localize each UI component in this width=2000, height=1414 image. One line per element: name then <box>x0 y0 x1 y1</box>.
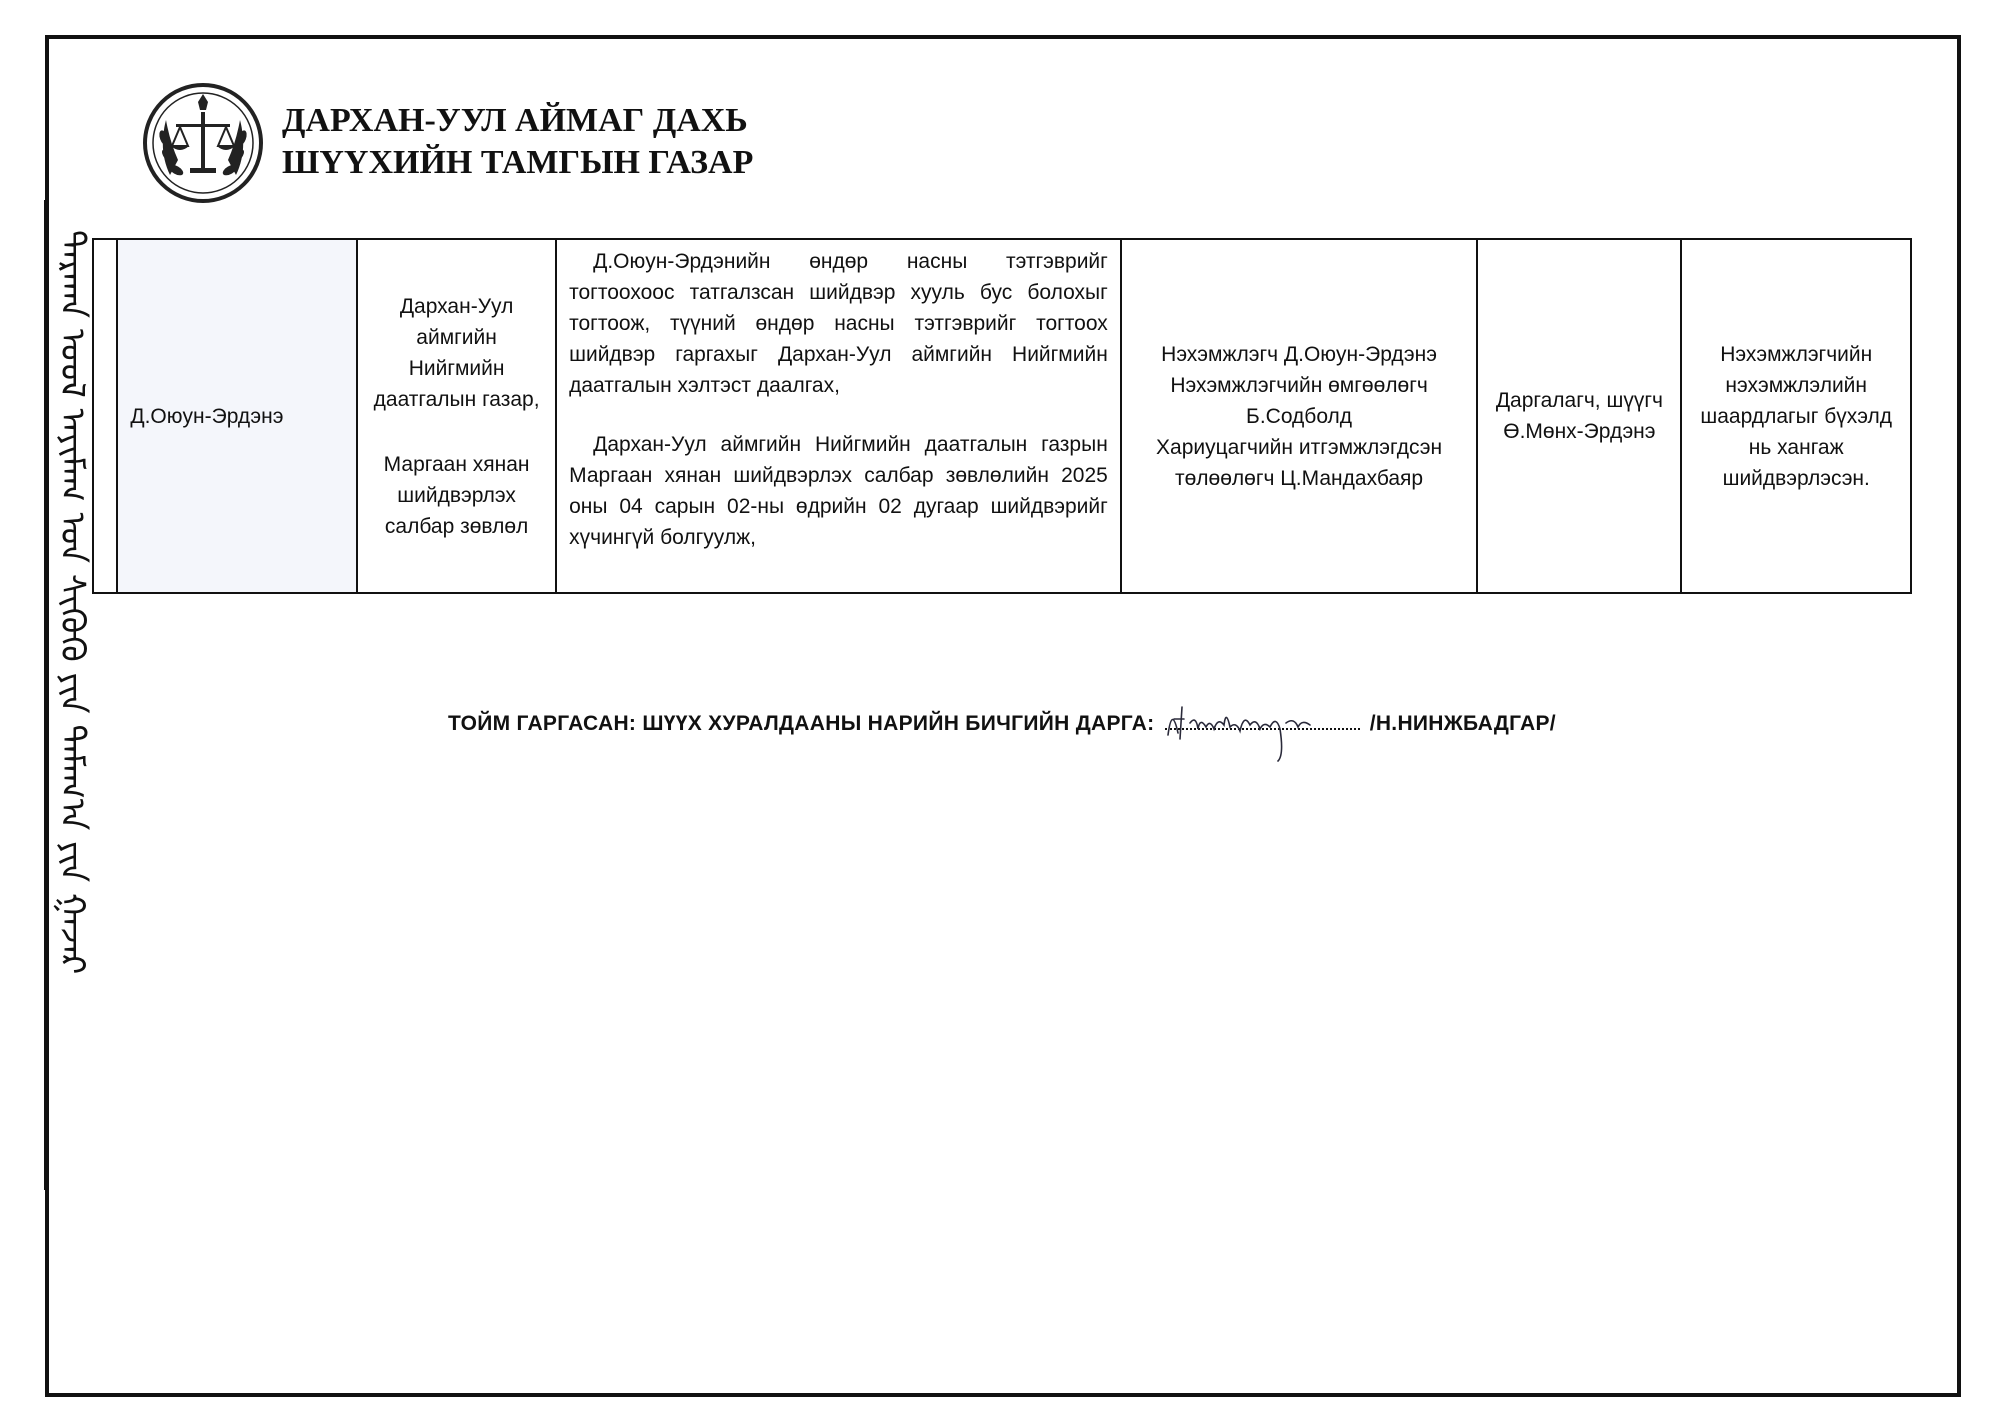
claim-paragraph-1: Д.Оюун-Эрдэнийн өндөр насны тэтгэврийг тогтоохоос татгалзсан шийдвэр хууль бус болохыг тогтоож, түүний өндөр насны тэтгэврийг тогтоох шийдвэр гаргахыг Дархан-Уул аймгийн Нийгмийн даатгалын хэлтэст даалгах, <box>569 250 1108 397</box>
participant-advocate: Нэхэмжлэгчийн өмгөөлөгч Б.Содболд <box>1170 373 1428 428</box>
respondent-secondary: Маргаан хянан шийдвэрлэх салбар зөвлөл <box>383 452 530 538</box>
participant-claimant: Нэхэмжлэгч Д.Оюун-Эрдэнэ <box>1161 342 1437 366</box>
institution-title-line1: ДАРХАН-УУЛ АЙМАГ ДАХЬ <box>282 102 748 139</box>
institution-title-line2: ШҮҮХИЙН ТАМГЫН ГАЗАР <box>282 144 754 181</box>
row-margin-cell <box>93 239 117 593</box>
claim-cell <box>556 239 1121 593</box>
case-table <box>92 238 1912 594</box>
court-seal-icon <box>140 80 266 206</box>
case-table-grid <box>92 238 1912 594</box>
judge-cell: Даргалагч, шүүгч Ө.Мөнх-Эрдэнэ <box>1477 239 1681 593</box>
summary-footer <box>448 712 1556 736</box>
respondent-primary: Дархан-Уул аймгийн Нийгмийн даатгалын газар, <box>373 294 540 411</box>
mongolian-vertical-text: ᠳᠠᠷᠬᠠᠨ ᠤᠤᠯ ᠠᠶᠢᠮᠠᠭ ᠤᠨ ᠰᠢᠭᠦᠬᠦ ᠶᠢᠨ ᠲᠠᠮᠠᠭ᠎ᠠ ᠶᠢᠨ ᠭᠠᠵᠠᠷ <box>52 230 92 975</box>
institution-title <box>282 100 753 184</box>
participants-cell <box>1121 239 1477 593</box>
claim-paragraph-2: Дархан-Уул аймгийн Нийгмийн даатгалын газрын Маргаан хянан шийдвэрлэх салбар зөвлөлийн 2025 оны 04 сарын 02-ны өдрийн 02 дугаар шийдвэрийг хүчингүй болгуулж, <box>569 433 1108 549</box>
side-margin <box>0 0 90 1414</box>
participant-representative: Хариуцагчийн итгэмжлэгдсэн төлөөлөгч Ц.Мандахбаяр <box>1156 435 1443 490</box>
footer-label: ТОЙМ ГАРГАСАН: ШҮҮХ ХУРАЛДААНЫ НАРИЙН БИЧГИЙН ДАРГА: <box>448 712 1155 735</box>
respondent-cell <box>357 239 556 593</box>
decision-cell: Нэхэмжлэгчийн нэхэмжлэлийн шаардлагыг бүхэлд нь хангаж шийдвэрлэсэн. <box>1681 239 1911 593</box>
handwritten-signature <box>1160 695 1360 765</box>
side-rule <box>44 200 48 1190</box>
respondent-gap <box>370 415 543 449</box>
claimant-cell: Д.Оюун-Эрдэнэ <box>117 239 357 593</box>
table-row <box>93 239 1911 593</box>
footer-name: /Н.НИНЖБАДГАР/ <box>1369 712 1556 735</box>
